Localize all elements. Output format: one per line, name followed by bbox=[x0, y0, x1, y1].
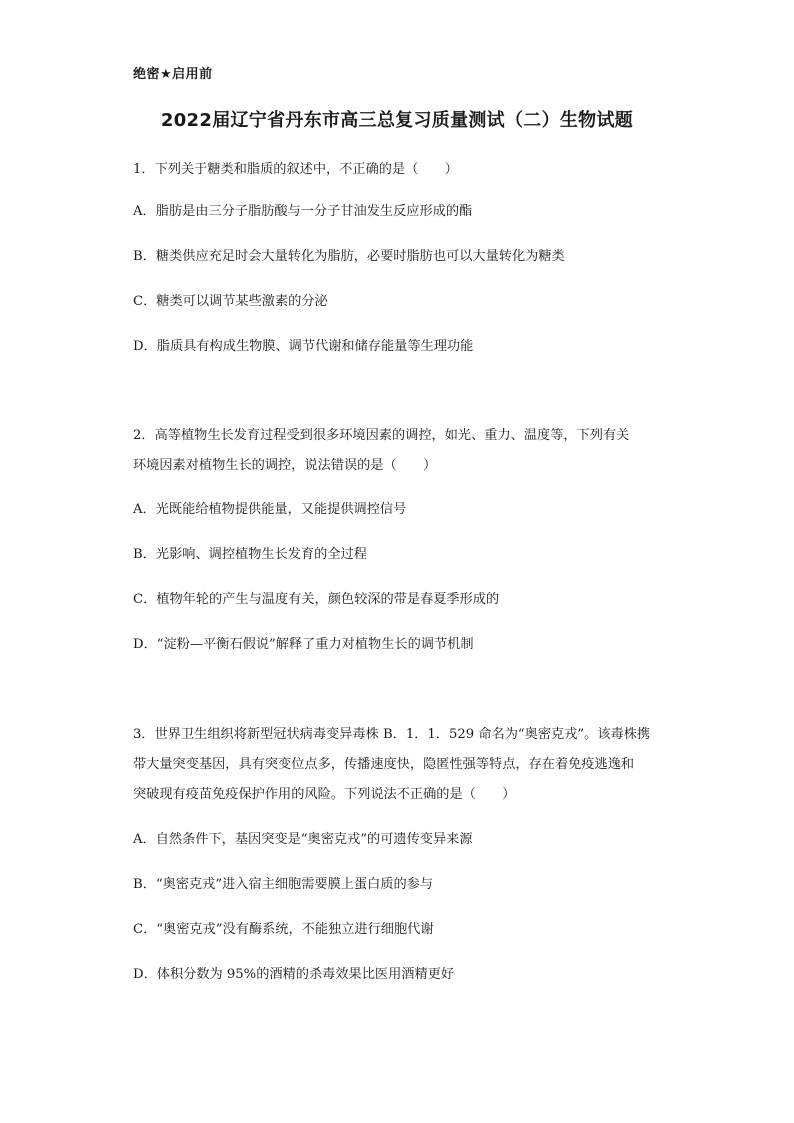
question-2-stem-line-1: 2．高等植物生长发育过程受到很多环境因素的调控，如光、重力、温度等，下列有关 bbox=[133, 428, 630, 443]
question-3-stem-line-3: 突破现有疫苗免疫保护作用的风险。下列说法不正确的是（ ） bbox=[133, 787, 516, 802]
question-3-option-b: B．“奥密克戎”进入宿主细胞需要膜上蛋白质的参与 bbox=[133, 877, 434, 892]
confidential-label: 绝密★启用前 bbox=[133, 67, 213, 82]
question-3-stem-line-2: 带大量突变基因，具有突变位点多，传播速度快，隐匿性强等特点，存在着免疫逃逸和 bbox=[133, 757, 635, 772]
question-2-stem-line-2: 环境因素对植物生长的调控，说法错误的是（ ） bbox=[133, 458, 437, 473]
question-1-option-a: A．脂肪是由三分子脂肪酸与一分子甘油发生反应形成的酯 bbox=[133, 204, 473, 219]
question-3-option-d: D．体积分数为 95%的酒精的杀毒效果比医用酒精更好 bbox=[133, 967, 455, 982]
question-2-option-a: A．光既能给植物提供能量，又能提供调控信号 bbox=[133, 502, 407, 517]
question-1-stem: 1．下列关于糖类和脂质的叙述中，不正确的是（ ） bbox=[133, 162, 458, 177]
question-2-option-d: D．“淀粉—平衡石假说”解释了重力对植物生长的调节机制 bbox=[133, 637, 474, 652]
question-2-option-b: B．光影响、调控植物生长发育的全过程 bbox=[133, 547, 367, 562]
question-3-stem-line-1: 3．世界卫生组织将新型冠状病毒变异毒株 B．1．1．529 命名为“奥密克戎”。该毒株携 bbox=[133, 727, 651, 742]
question-3-option-c: C．“奥密克戎”没有酶系统，不能独立进行细胞代谢 bbox=[133, 922, 434, 937]
question-1-option-c: C．糖类可以调节某些激素的分泌 bbox=[133, 294, 328, 309]
question-2-option-c: C．植物年轮的产生与温度有关，颜色较深的带是春夏季形成的 bbox=[133, 592, 500, 607]
exam-title: 2022届辽宁省丹东市高三总复习质量测试（二）生物试题 bbox=[160, 110, 634, 131]
question-3-option-a: A．自然条件下，基因突变是“奥密克戎”的可遗传变异来源 bbox=[133, 832, 473, 847]
question-1-option-d: D．脂质具有构成生物膜、调节代谢和储存能量等生理功能 bbox=[133, 339, 474, 354]
question-1-option-b: B．糖类供应充足时会大量转化为脂肪，必要时脂肪也可以大量转化为糖类 bbox=[133, 249, 565, 264]
